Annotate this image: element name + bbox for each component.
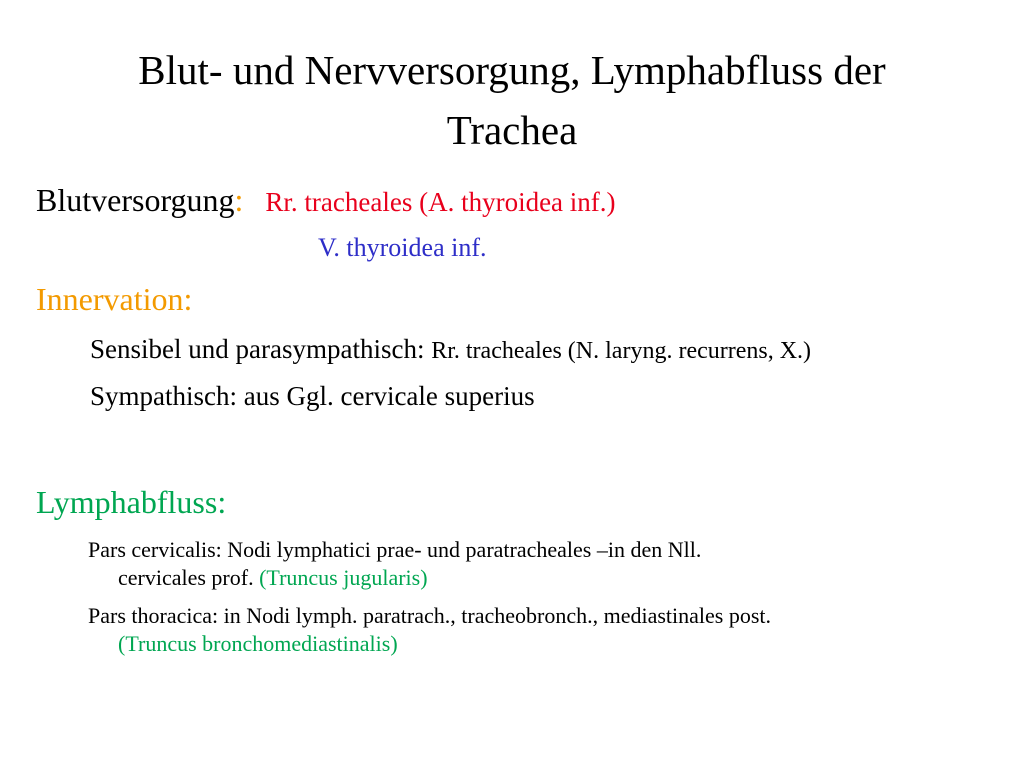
lymph-cervical-line-2 [118,565,428,591]
lymph-cervical-text: cervicales prof. [118,565,260,590]
truncus-bronchomediastinalis: (Truncus bronchomediastinalis) [118,631,398,656]
blood-supply-label: Blutversorgung [36,182,235,218]
innervation-sympathetic: Sympathisch: aus Ggl. cervicale superius [90,381,535,411]
blood-supply-colon: : [234,182,244,218]
blood-supply-row [36,182,616,219]
vein-text: V. thyroidea inf. [318,233,487,262]
title-line-2: Trachea [446,107,578,153]
innervation-heading: Innervation: [36,281,193,317]
slide-title [80,40,944,160]
truncus-jugularis: (Truncus jugularis) [259,565,428,590]
lymph-cervical-line-1: Pars cervicalis: Nodi lymphatici prae- und paratracheales –in den Nll. [88,537,702,562]
lymph-thoracic-line-1: Pars thoracica: in Nodi lymph. paratrach., tracheobronch., mediastinales post. [88,603,772,628]
artery-text: Rr. tracheales (A. thyroidea inf.) [265,187,616,217]
lymph-heading: Lymphabfluss: [36,484,227,520]
innervation-sensory-row [90,334,811,365]
title-line-1: Blut- und Nervversorgung, Lymphabfluss der [138,47,886,93]
sensory-prefix: Sensibel und parasympathisch: [90,334,432,364]
sensory-value: Rr. tracheales (N. laryng. recurrens, X.) [431,338,812,364]
